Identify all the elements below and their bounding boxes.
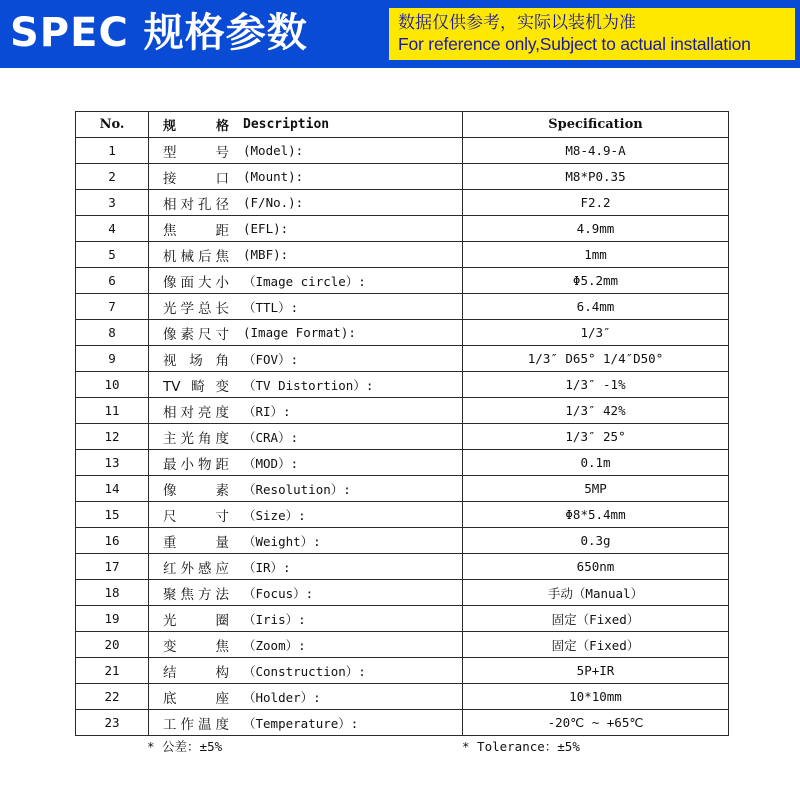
- table-row: [76, 242, 729, 268]
- disclaimer-cn: 数据仅供参考，实际以装机为准: [398, 13, 636, 32]
- row-description: [149, 346, 463, 372]
- description-cn: 像素尺寸: [163, 326, 229, 343]
- row-description: [149, 164, 463, 190]
- table-row: [76, 476, 729, 502]
- row-number: 16: [76, 528, 149, 554]
- row-description: [149, 658, 463, 684]
- row-description: [149, 216, 463, 242]
- table-row: [76, 502, 729, 528]
- table-row: [76, 372, 729, 398]
- header-desc-cn: 规格: [163, 119, 229, 134]
- header-description: [149, 112, 463, 138]
- row-description: [149, 424, 463, 450]
- header-desc-en: Description: [243, 117, 330, 132]
- description-en: (Mount):: [243, 169, 304, 184]
- row-specification: 6.4mm: [463, 294, 729, 320]
- row-specification: 650nm: [463, 554, 729, 580]
- description-en: （Weight）:: [243, 533, 321, 549]
- table-row: [76, 346, 729, 372]
- header-specification: Specification: [463, 112, 729, 138]
- row-specification: 固定（Fixed）: [463, 606, 729, 632]
- description-en: （IR）:: [243, 559, 291, 575]
- row-specification: 1/3″ 42%: [463, 398, 729, 424]
- row-number: 13: [76, 450, 149, 476]
- description-cn: 像面大小: [163, 274, 229, 291]
- description-en: （Zoom）:: [243, 637, 306, 653]
- row-number: 14: [76, 476, 149, 502]
- description-en: （Construction）:: [243, 663, 366, 679]
- description-cn: 相对孔径: [163, 196, 229, 213]
- description-en: （Focus）:: [243, 585, 314, 601]
- table-row: [76, 138, 729, 164]
- description-en: (MBF):: [243, 247, 289, 262]
- row-number: 6: [76, 268, 149, 294]
- row-number: 9: [76, 346, 149, 372]
- row-number: 23: [76, 710, 149, 736]
- table-row: [76, 268, 729, 294]
- description-cn: 相对亮度: [163, 404, 229, 421]
- row-number: 1: [76, 138, 149, 164]
- description-cn: 底座: [163, 690, 229, 707]
- row-description: [149, 528, 463, 554]
- row-description: [149, 632, 463, 658]
- description-cn: 接口: [163, 170, 229, 187]
- description-en: (EFL):: [243, 221, 289, 236]
- description-cn: 工作温度: [163, 716, 229, 733]
- row-specification: 1/3″ D65° 1/4″D50°: [463, 346, 729, 372]
- description-cn: 视场角: [163, 352, 229, 369]
- row-description: [149, 554, 463, 580]
- row-description: [149, 710, 463, 736]
- table-row: [76, 424, 729, 450]
- table-row: [76, 580, 729, 606]
- row-description: [149, 320, 463, 346]
- spec-table: [75, 111, 729, 736]
- table-row: [76, 294, 729, 320]
- description-cn: 变焦: [163, 638, 229, 655]
- footnote-tolerance-en: * Tolerance：±5%: [462, 739, 580, 754]
- header-no: No.: [76, 112, 149, 138]
- description-cn: 重量: [163, 534, 229, 551]
- row-specification: 1/3″: [463, 320, 729, 346]
- row-number: 7: [76, 294, 149, 320]
- footnote-tolerance-cn: * 公差：±5%: [147, 739, 223, 754]
- row-description: [149, 372, 463, 398]
- table-row: [76, 450, 729, 476]
- description-cn: 红外感应: [163, 560, 229, 577]
- row-specification: 5P+IR: [463, 658, 729, 684]
- row-specification: 0.1m: [463, 450, 729, 476]
- table-row: [76, 658, 729, 684]
- description-cn: 主光角度: [163, 430, 229, 447]
- disclaimer-note: [389, 8, 795, 60]
- description-en: （Image circle）:: [243, 273, 366, 289]
- spec-table-body: [76, 138, 729, 736]
- row-description: [149, 450, 463, 476]
- row-specification: 1mm: [463, 242, 729, 268]
- row-number: 20: [76, 632, 149, 658]
- row-number: 12: [76, 424, 149, 450]
- description-cn: 机械后焦: [163, 248, 229, 265]
- description-en: （TV Distortion）:: [243, 377, 374, 393]
- table-row: [76, 398, 729, 424]
- row-number: 15: [76, 502, 149, 528]
- description-en: （MOD）:: [243, 455, 299, 471]
- row-description: [149, 190, 463, 216]
- description-en: （CRA）:: [243, 429, 299, 445]
- disclaimer-en: For reference only,Subject to actual installation: [398, 34, 751, 54]
- row-specification: 4.9mm: [463, 216, 729, 242]
- row-specification: 1/3″ 25°: [463, 424, 729, 450]
- page-title: SPEC 规格参数: [10, 10, 308, 56]
- table-row: [76, 164, 729, 190]
- row-specification: 10*10mm: [463, 684, 729, 710]
- row-specification: F2.2: [463, 190, 729, 216]
- description-cn: 型号: [163, 144, 229, 161]
- description-cn: 光圈: [163, 612, 229, 629]
- row-description: [149, 606, 463, 632]
- row-specification: M8*P0.35: [463, 164, 729, 190]
- description-en: （RI）:: [243, 403, 291, 419]
- row-specification: Φ5.2mm: [463, 268, 729, 294]
- description-cn: TV畸变: [163, 378, 229, 395]
- table-row: [76, 684, 729, 710]
- description-cn: 光学总长: [163, 300, 229, 317]
- description-en: (Image Format):: [243, 325, 356, 340]
- row-description: [149, 580, 463, 606]
- row-description: [149, 138, 463, 164]
- row-number: 2: [76, 164, 149, 190]
- description-en: (F/No.):: [243, 195, 304, 210]
- row-number: 8: [76, 320, 149, 346]
- row-number: 21: [76, 658, 149, 684]
- row-specification: 0.3g: [463, 528, 729, 554]
- row-number: 11: [76, 398, 149, 424]
- row-description: [149, 268, 463, 294]
- description-en: （Size）:: [243, 507, 306, 523]
- row-description: [149, 242, 463, 268]
- row-description: [149, 398, 463, 424]
- table-row: [76, 528, 729, 554]
- description-en: （Resolution）:: [243, 481, 351, 497]
- row-specification: Φ8*5.4mm: [463, 502, 729, 528]
- description-cn: 结构: [163, 664, 229, 681]
- row-number: 3: [76, 190, 149, 216]
- row-number: 5: [76, 242, 149, 268]
- description-cn: 焦距: [163, 222, 229, 239]
- header-banner: [0, 0, 800, 68]
- description-en: (Model):: [243, 143, 304, 158]
- row-specification: -20℃ ~ +65℃: [463, 710, 729, 736]
- table-header-row: [76, 112, 729, 138]
- table-row: [76, 216, 729, 242]
- row-description: [149, 684, 463, 710]
- description-cn: 聚焦方法: [163, 586, 229, 603]
- description-en: （Temperature）:: [243, 715, 359, 731]
- row-specification: 手动（Manual）: [463, 580, 729, 606]
- row-number: 4: [76, 216, 149, 242]
- description-en: （Holder）:: [243, 689, 321, 705]
- description-cn: 最小物距: [163, 456, 229, 473]
- table-row: [76, 632, 729, 658]
- row-specification: M8-4.9-A: [463, 138, 729, 164]
- row-number: 10: [76, 372, 149, 398]
- row-number: 17: [76, 554, 149, 580]
- description-en: （Iris）:: [243, 611, 306, 627]
- description-en: （FOV）:: [243, 351, 299, 367]
- table-row: [76, 710, 729, 736]
- row-description: [149, 476, 463, 502]
- table-row: [76, 606, 729, 632]
- description-cn: 尺寸: [163, 508, 229, 525]
- row-number: 22: [76, 684, 149, 710]
- description-cn: 像素: [163, 482, 229, 499]
- row-description: [149, 502, 463, 528]
- row-number: 19: [76, 606, 149, 632]
- table-row: [76, 320, 729, 346]
- row-specification: 1/3″ -1%: [463, 372, 729, 398]
- row-description: [149, 294, 463, 320]
- description-en: （TTL）:: [243, 299, 299, 315]
- row-specification: 固定（Fixed）: [463, 632, 729, 658]
- table-row: [76, 190, 729, 216]
- table-row: [76, 554, 729, 580]
- row-number: 18: [76, 580, 149, 606]
- row-specification: 5MP: [463, 476, 729, 502]
